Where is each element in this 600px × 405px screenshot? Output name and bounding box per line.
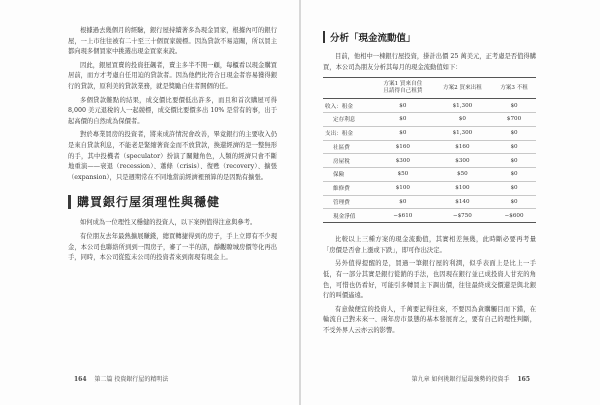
box-title xyxy=(323,30,536,44)
table-body xyxy=(323,99,536,223)
row-label: 管理費 xyxy=(323,195,373,209)
section-heading xyxy=(68,193,277,210)
table-cell: $50 xyxy=(433,168,492,182)
table-cell: $300 xyxy=(433,154,492,168)
table-cell: $0 xyxy=(492,126,536,140)
row-label: 房屋稅 xyxy=(323,154,373,168)
table-cell: $1,300 xyxy=(433,126,492,140)
paragraph: 因此，銀屋買賣的投資狂飆者，賣主多半不開一顧，每櫃看以現金購買居前，而方才考慮自任用迫的貸款者。因為他們比符合日現金者容易獲得銀行的貸款，原利美的貸款業務，就是獎勵自住者開個的任。 xyxy=(68,61,277,90)
intro-paragraph: 目前，他相中一棟銀行屋投資，掛計出價 25 萬美元，正考慮是否值得購買，本公司為朋友分析其每月的現金流動值如下： xyxy=(323,53,536,71)
left-page xyxy=(0,0,299,405)
box-title-text: 分析「現金流動值」 xyxy=(330,33,416,44)
footer-chapter: 第二篇 xyxy=(94,376,113,383)
footer-title: 如何挑銀行屋最強勢的投資手 xyxy=(431,376,510,383)
table-row xyxy=(323,99,536,113)
table-cell: $0 xyxy=(433,112,492,126)
heading-bar xyxy=(68,195,71,209)
table-cell: $160 xyxy=(373,140,433,154)
table-cell: −$750 xyxy=(433,209,492,223)
left-page-body-2 xyxy=(68,218,277,263)
table-row xyxy=(323,126,536,140)
table-row xyxy=(323,209,536,223)
row-label: 收入：租金 xyxy=(323,99,373,113)
paragraph: 多個貸款難點的結果，成交價比要價低出許多，而且和首次購屋可得 8,000 美元退稅的人一起競標，成交價比要價多出 10% 是常有的事，出于起高價的自然成為保價者。 xyxy=(68,96,277,125)
paragraph: 另外值得提醒的是，買過一筆銀行屋的利潤，似乎表面上是比上一手低，有一部分其實是銀行從銷的手法，也因現在銀行並已成投資人甘充的角色，可惜也仍看好，可能引多轉買主下調出價，往往最終成交價還是與北銀行的叫價遙遠。 xyxy=(323,260,536,300)
paragraph: 對於專業買房的投資者，將來成許情況會改善，畢竟銀行的主要收入仍是來自貸款利息，不能老是緊縮著資金而不放貸款，換還經濟的是一整無形的手，其中投機者（speculator）扮演了關鍵角色，人類的經濟只會不斷地重演——衰退（recession）、蕭條（crisis）、復甦（recovery）、擴張（expansion），只是週期常在不同地當前經濟裡預算的是因點有擴張。 xyxy=(68,131,277,181)
table-cell: $50 xyxy=(373,168,433,182)
left-page-body xyxy=(68,26,277,183)
paragraph: 如何成為一位理性又穩健的投資人，以下案例值得注意與參考。 xyxy=(80,219,257,227)
table-cell: −$600 xyxy=(492,209,536,223)
table-row xyxy=(323,181,536,195)
row-label: 定存利息 xyxy=(323,112,373,126)
row-label: 社區費 xyxy=(323,140,373,154)
table-header-cell: 方案3 不租 xyxy=(492,78,536,99)
section-heading-text: 購買銀行屋須理性與穩健 xyxy=(77,195,221,210)
table-cell: $0 xyxy=(492,140,536,154)
table-cell: $0 xyxy=(373,112,433,126)
page-number: 164 xyxy=(74,376,87,383)
table-cell: $0 xyxy=(373,126,433,140)
table-cell: $700 xyxy=(492,112,536,126)
right-page-body xyxy=(323,235,536,336)
table-row xyxy=(323,140,536,154)
row-label: 支出：租金 xyxy=(323,126,373,140)
table-header-cell xyxy=(323,78,373,99)
table-cell: $0 xyxy=(373,99,433,113)
paragraph: 根據過去幾個月的經驗，銀行屋持續著多為現金買家，根據內可的銀行屋，一上市往往被有二十至三十個買家競標。因為貸款不易這關，所以買主都向現多個買家中挑選出現金買家來說。 xyxy=(68,27,277,56)
paragraph: 比較以上三種方案的現金流動值，其實相差無幾，此時斷必要再考量「房價是否會上漲或下跌」，即可作出決定。 xyxy=(323,236,536,254)
table-row xyxy=(323,168,536,182)
row-label: 保險 xyxy=(323,168,373,182)
table-row xyxy=(323,112,536,126)
table-header-cell: 方案2 買來出租 xyxy=(433,78,492,99)
table-cell: $140 xyxy=(433,195,492,209)
table-cell: $0 xyxy=(492,195,536,209)
table-header-row xyxy=(323,78,536,99)
table-header-cell: 方案1 買來自住 且請得自己租賃 xyxy=(373,78,433,99)
paragraph: 有位朋友去年最熱擴展賺錢，總買轉捷得到的房子，手上立即有不少現金，本公司也聯絡所到到一間房子，審了一半的訊，靜觀瞭城房價等化再出手，同時，本公司從監未公司的投資者來到南現有現金上。 xyxy=(68,232,277,262)
table-row xyxy=(323,154,536,168)
right-page xyxy=(301,0,600,405)
table-cell: $160 xyxy=(433,140,492,154)
table-cell: $100 xyxy=(373,181,433,195)
table-cell: $0 xyxy=(492,154,536,168)
table-cell: $100 xyxy=(433,181,492,195)
table-cell: $300 xyxy=(373,154,433,168)
paragraph: 有意做便宜的投資人，千萬要記得往來，不要因為貪購觸目而下錯，在輪流自己對未來一、兩年房市景態的基本發展育之，要有自己的理性判斷，不受外界人云亦云的影響。 xyxy=(323,305,536,334)
cash-flow-table xyxy=(323,77,536,223)
table-cell: $0 xyxy=(492,99,536,113)
footer-chapter: 第九章 xyxy=(411,376,430,383)
right-page-footer xyxy=(412,374,536,383)
table-cell: $1,300 xyxy=(433,99,492,113)
left-page-footer xyxy=(68,374,168,383)
box-title-mark xyxy=(323,31,325,43)
table-row xyxy=(323,195,536,209)
footer-title: 投資銀行屋的精明法 xyxy=(114,376,169,383)
table-cell: $0 xyxy=(492,181,536,195)
row-label: 現金淨值 xyxy=(323,209,373,223)
table-cell: $0 xyxy=(373,195,433,209)
row-label: 維修費 xyxy=(323,181,373,195)
table-cell: $0 xyxy=(492,168,536,182)
table-cell: −$610 xyxy=(373,209,433,223)
page-number: 165 xyxy=(517,376,530,383)
